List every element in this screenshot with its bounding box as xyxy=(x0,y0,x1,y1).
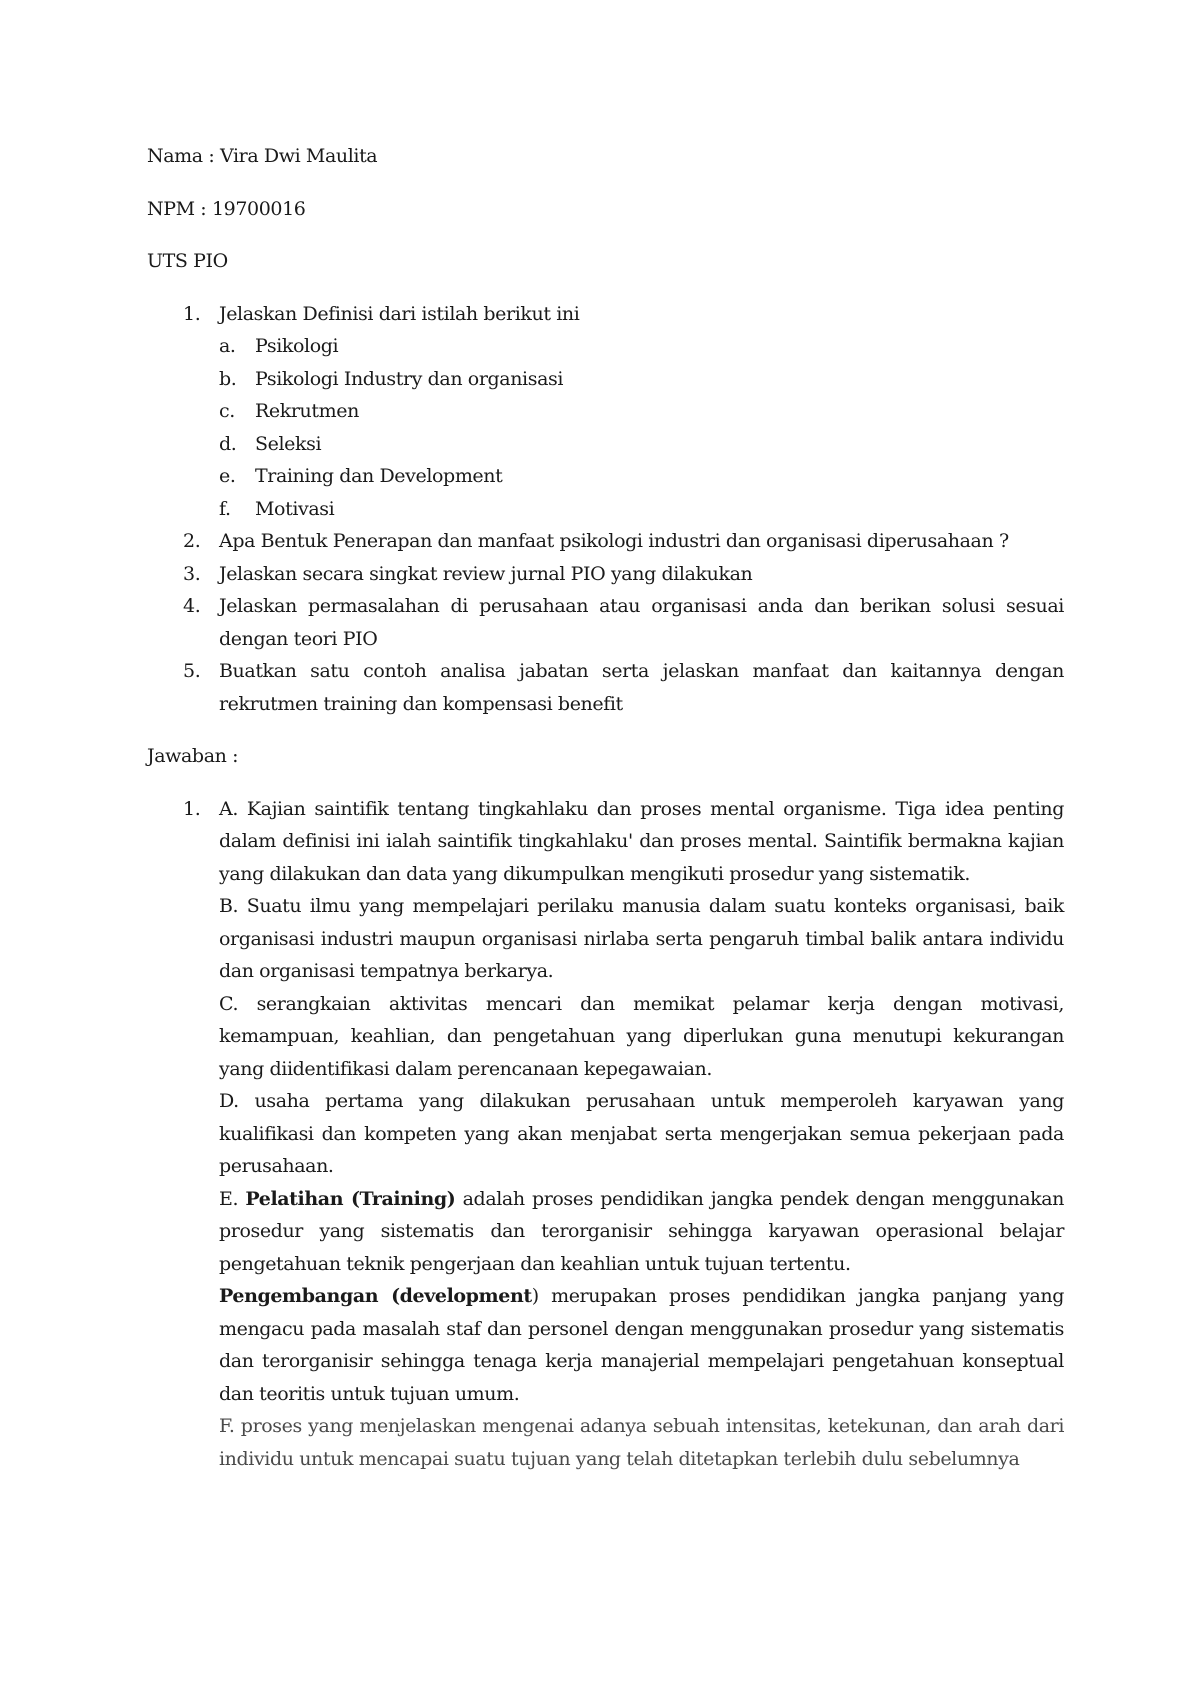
answer-development-term: Pengembangan (development xyxy=(219,1285,532,1307)
name-line: Nama : Vira Dwi Maulita xyxy=(147,145,378,167)
document-page xyxy=(147,140,1064,1475)
sub-item xyxy=(147,363,1064,396)
sub-item-letter: b. xyxy=(219,367,237,390)
question-item xyxy=(147,558,1064,591)
question-item xyxy=(147,525,1064,558)
sub-item-text: Rekrutmen xyxy=(255,400,359,422)
answer-item xyxy=(147,793,1064,1476)
answer-f: F. proses yang menjelaskan mengenai adanya sebuah intensitas, ketekunan, dan arah dari individu untuk mencapai suatu tujuan yang telah ditetapkan terlebih dulu sebelumnya xyxy=(219,1415,1064,1470)
answer-e xyxy=(219,1183,1064,1281)
npm-line: NPM : 19700016 xyxy=(147,197,306,220)
question-text: Jelaskan secara singkat review jurnal PIO yang dilakukan xyxy=(219,562,753,585)
question-number: 3. xyxy=(183,562,201,585)
sub-item xyxy=(147,460,1064,493)
answers-label: Jawaban : xyxy=(147,745,239,767)
answer-e-text: adalah proses pendidikan jangka pendek dengan menggunakan prosedur yang sistematis dan terorganisir sehingga karyawan operasional belajar pengetahuan teknik pengerjaan dan keahlian untuk tujuan tertentu. xyxy=(219,1187,1064,1275)
answer-number: 1. xyxy=(183,797,201,820)
sub-item-letter: e. xyxy=(219,465,236,487)
answer-d: D. usaha pertama yang dilakukan perusahaan untuk memperoleh karyawan yang kualifikasi dan kompeten yang akan menjabat serta mengerjakan semua pekerjaan pada perusahaan. xyxy=(219,1090,1064,1177)
sub-item-letter: d. xyxy=(219,432,237,455)
sub-item-text: Psikologi Industry dan organisasi xyxy=(255,367,564,390)
sub-item-text: Psikologi xyxy=(255,335,339,357)
exam-title: UTS PIO xyxy=(147,250,228,272)
question-number: 4. xyxy=(183,595,201,617)
sub-item-text: Seleksi xyxy=(255,432,322,455)
sub-item-text: Motivasi xyxy=(255,497,335,520)
question-list xyxy=(147,298,1064,721)
question-number: 2. xyxy=(183,530,201,552)
question-item xyxy=(147,590,1064,655)
question-text: Buatkan satu contoh analisa jabatan serta jelaskan manfaat dan kaitannya dengan rekrutmen training dan kompensasi benefit xyxy=(219,660,1064,715)
question-text: Apa Bentuk Penerapan dan manfaat psikologi industri dan organisasi diperusahaan ? xyxy=(219,530,1009,552)
answer-development-text: ) merupakan proses pendidikan jangka panjang yang mengacu pada masalah staf dan personel dengan menggunakan prosedur yang sistematis dan terorganisir sehingga tenaga kerja manajerial mempelajari pengetahuan konseptual dan teoritis untuk tujuan umum. xyxy=(219,1285,1065,1405)
question-item xyxy=(147,655,1064,720)
sub-item xyxy=(147,330,1064,363)
question-number: 1. xyxy=(183,302,201,325)
question-text: Jelaskan permasalahan di perusahaan atau organisasi anda dan berikan solusi sesuai dengan teori PIO xyxy=(219,595,1064,650)
sub-item xyxy=(147,395,1064,428)
answer-e-term: Pelatihan (Training) xyxy=(245,1187,456,1210)
question-item xyxy=(147,298,1064,526)
sub-item-letter: a. xyxy=(219,335,236,357)
answer-e-prefix: E. xyxy=(219,1187,246,1210)
sub-item-text: Training dan Development xyxy=(255,465,503,487)
question-text: Jelaskan Definisi dari istilah berikut ini xyxy=(219,302,580,325)
answer-development xyxy=(219,1280,1064,1410)
question-number: 5. xyxy=(183,660,201,682)
answer-a: A. Kajian saintifik tentang tingkahlaku dan proses mental organisme. Tiga idea penting dalam definisi ini ialah saintifik tingkahlaku' dan proses mental. Saintifik bermakna kajian yang dilakukan dan data yang dikumpulkan mengikuti prosedur yang sistematik. xyxy=(219,797,1064,885)
answer-c: C. serangkaian aktivitas mencari dan memikat pelamar kerja dengan motivasi, kemampuan, keahlian, dan pengetahuan yang diperlukan guna menutupi kekurangan yang diidentifikasi dalam perencanaan kepegawaian. xyxy=(219,992,1064,1080)
sub-item-letter: f. xyxy=(219,497,231,520)
sub-item xyxy=(147,493,1064,526)
sub-item-letter: c. xyxy=(219,400,235,422)
sub-item xyxy=(147,428,1064,461)
answer-b: B. Suatu ilmu yang mempelajari perilaku manusia dalam suatu konteks organisasi, baik organisasi industri maupun organisasi nirlaba serta pengaruh timbal balik antara individu dan organisasi tempatnya berkarya. xyxy=(219,895,1064,982)
